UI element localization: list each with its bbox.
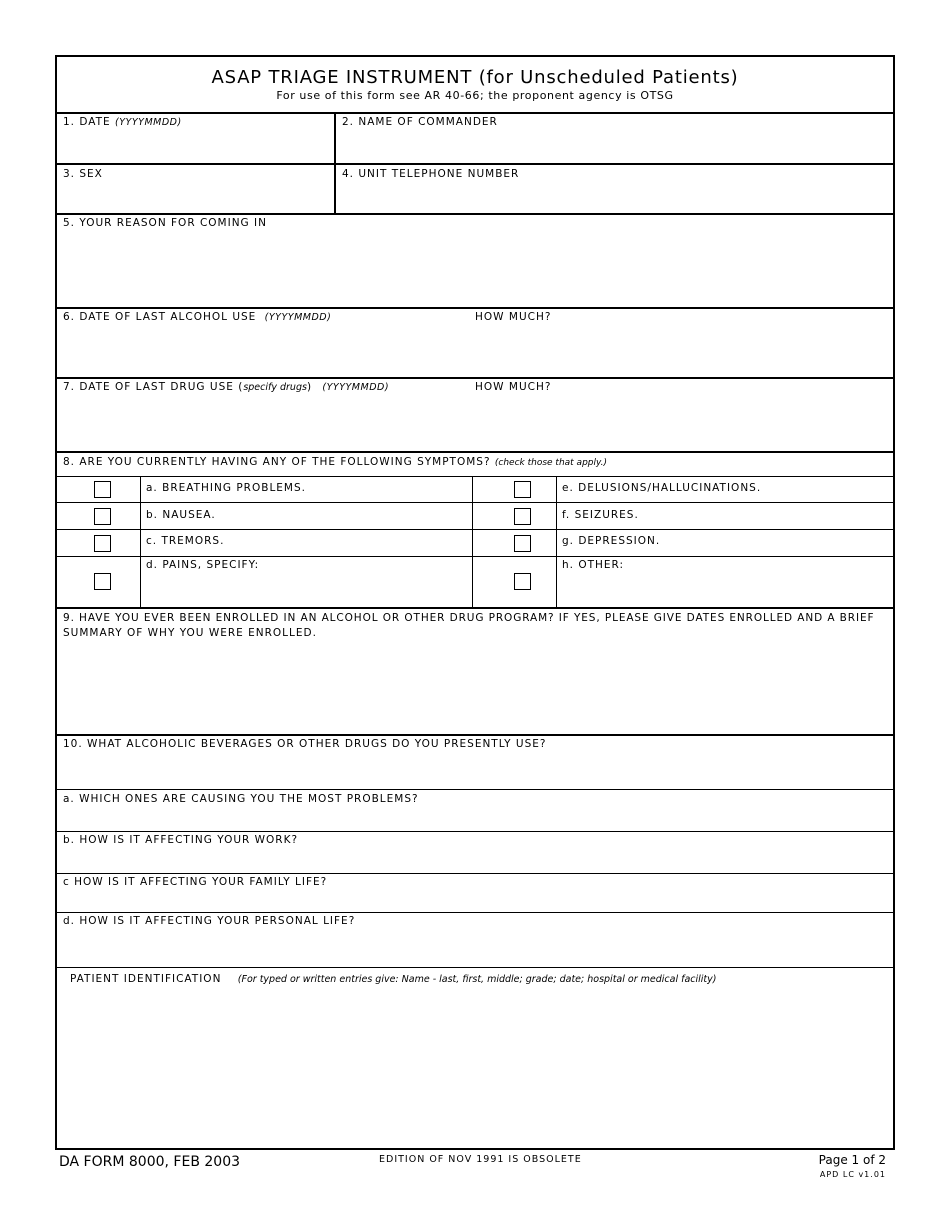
version-label: APD LC v1.01 — [819, 1170, 886, 1179]
symptoms-question — [63, 456, 607, 468]
divider — [556, 476, 557, 607]
divider — [57, 163, 893, 165]
date-label: 1. DATE — [63, 116, 111, 128]
divider — [57, 112, 893, 114]
drug-how-much-field[interactable] — [475, 381, 551, 393]
symptom-label-d: d. PAINS, SPECIFY: — [146, 559, 260, 571]
unit-phone-label: 4. UNIT TELEPHONE NUMBER — [342, 168, 520, 180]
patient-identification-field[interactable] — [70, 973, 716, 985]
family-effect-label: c HOW IS IT AFFECTING YOUR FAMILY LIFE? — [63, 876, 328, 888]
current-use-field[interactable] — [63, 738, 547, 750]
specify-drugs-hint: specify drugs — [243, 382, 307, 393]
symptom-label-c: c. TREMORS. — [146, 535, 225, 547]
symptom-label-h: h. OTHER: — [562, 559, 625, 571]
symptoms-question-label: 8. ARE YOU CURRENTLY HAVING ANY OF THE FOLLOWING SYMPTOMS? — [63, 456, 491, 468]
sex-field[interactable] — [63, 168, 103, 180]
work-effect-label: b. HOW IS IT AFFECTING YOUR WORK? — [63, 834, 299, 846]
symptom-label-b: b. NAUSEA. — [146, 509, 216, 521]
divider — [57, 502, 893, 503]
patient-identification-hint: (For typed or written entries give: Name - last, first, middle; grade; date; hospital or medical facility) — [237, 974, 717, 985]
divider — [57, 967, 893, 968]
drug-how-much-label: HOW MUCH? — [475, 381, 552, 393]
reason-field[interactable] — [63, 217, 267, 229]
other-checkbox[interactable] — [514, 573, 531, 590]
edition-notice: EDITION OF NOV 1991 IS OBSOLETE — [379, 1154, 582, 1165]
family-effect-field[interactable] — [63, 876, 327, 888]
divider — [472, 476, 473, 607]
form-title: ASAP TRIAGE INSTRUMENT (for Unscheduled Patients) — [211, 67, 739, 88]
symptom-label-e: e. DELUSIONS/HALLUCINATIONS. — [562, 482, 762, 494]
date-format-hint: (YYYYMMDD) — [115, 117, 182, 128]
pains-checkbox[interactable] — [94, 573, 111, 590]
last-drug-field[interactable] — [63, 381, 389, 393]
divider — [57, 377, 893, 379]
most-problems-field[interactable] — [63, 793, 419, 805]
last-alcohol-format-hint: (YYYYMMDD) — [264, 312, 332, 323]
delusions-checkbox[interactable] — [514, 481, 531, 498]
divider — [140, 476, 141, 607]
symptom-label-f: f. SEIZURES. — [562, 509, 639, 521]
divider — [57, 831, 893, 832]
program-question-line2: SUMMARY OF WHY YOU WERE ENROLLED. — [63, 627, 317, 639]
divider — [57, 307, 893, 309]
personal-effect-label: d. HOW IS IT AFFECTING YOUR PERSONAL LIFE? — [63, 915, 356, 927]
nausea-checkbox[interactable] — [94, 508, 111, 525]
divider — [57, 789, 893, 790]
last-drug-label: 7. DATE OF LAST DRUG USE ( — [63, 381, 244, 393]
program-field[interactable] — [57, 607, 893, 734]
divider — [57, 912, 893, 913]
divider — [57, 873, 893, 874]
divider — [57, 529, 893, 530]
work-effect-field[interactable] — [63, 834, 298, 846]
last-alcohol-field[interactable] — [63, 311, 331, 323]
divider — [57, 213, 893, 215]
last-alcohol-label: 6. DATE OF LAST ALCOHOL USE — [63, 311, 257, 323]
alcohol-how-much-field[interactable] — [475, 311, 551, 323]
symptom-label-g: g. DEPRESSION. — [562, 535, 661, 547]
divider — [334, 112, 336, 213]
form-subtitle: For use of this form see AR 40-66; the proponent agency is OTSG — [276, 89, 674, 102]
unit-phone-field[interactable] — [342, 168, 519, 180]
commander-label: 2. NAME OF COMMANDER — [342, 116, 498, 128]
depression-checkbox[interactable] — [514, 535, 531, 552]
tremors-checkbox[interactable] — [94, 535, 111, 552]
current-use-label: 10. WHAT ALCOHOLIC BEVERAGES OR OTHER DRUGS DO YOU PRESENTLY USE? — [63, 738, 547, 750]
commander-field[interactable] — [342, 116, 498, 128]
sex-label: 3. SEX — [63, 168, 103, 180]
last-drug-label-close: ) — [306, 381, 313, 393]
program-question-line1: 9. HAVE YOU EVER BEEN ENROLLED IN AN ALCOHOL OR OTHER DRUG PROGRAM? IF YES, PLEASE GIVE DATES ENROLLED AND A BRIEF — [63, 612, 875, 624]
breathing-problems-checkbox[interactable] — [94, 481, 111, 498]
divider — [57, 451, 893, 453]
seizures-checkbox[interactable] — [514, 508, 531, 525]
form-number: DA FORM 8000, FEB 2003 — [59, 1154, 241, 1170]
most-problems-label: a. WHICH ONES ARE CAUSING YOU THE MOST PROBLEMS? — [63, 793, 419, 805]
symptoms-hint: (check those that apply.) — [494, 458, 608, 468]
reason-label: 5. YOUR REASON FOR COMING IN — [63, 217, 267, 229]
last-drug-format-hint: (YYYYMMDD) — [322, 382, 390, 393]
patient-identification-label: PATIENT IDENTIFICATION — [70, 973, 222, 985]
personal-effect-field[interactable] — [63, 915, 355, 927]
divider — [57, 476, 893, 477]
divider — [57, 734, 893, 736]
symptom-label-a: a. BREATHING PROBLEMS. — [146, 482, 306, 494]
alcohol-how-much-label: HOW MUCH? — [475, 311, 552, 323]
date-field[interactable] — [63, 116, 182, 128]
page-number: Page 1 of 2 — [818, 1153, 886, 1167]
divider — [57, 556, 893, 557]
triage-form — [55, 55, 895, 1150]
